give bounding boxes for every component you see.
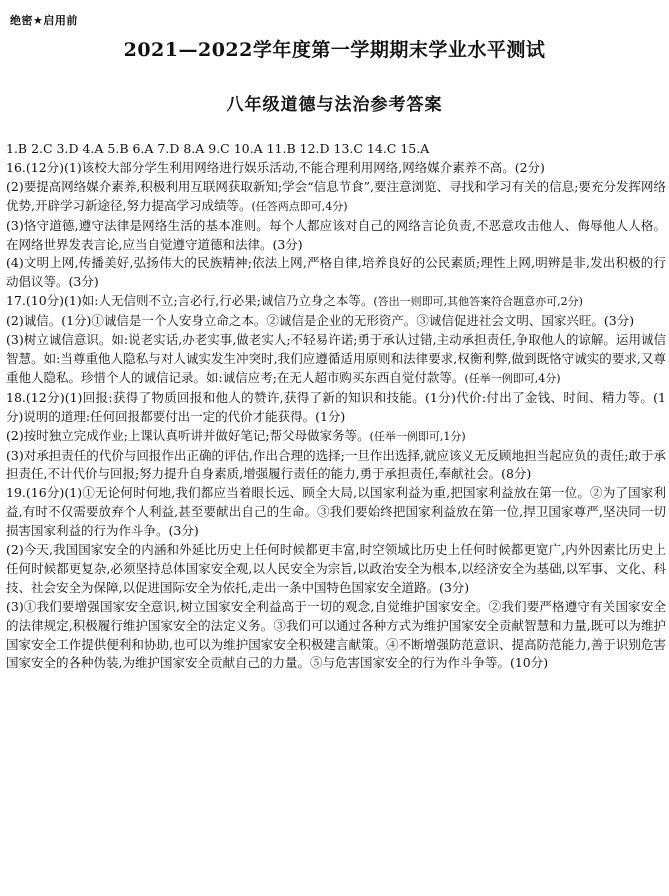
q19-part1: 19.(16分)(1)①无论何时何地,我们都应当着眼长远、顾全大局,以国家利益为重,把国家利益放在第一位。②为了国家利益,有时不仅需要放弃个人利益,甚至要献出自己的生命。③我们要始终把国家利益放在第一位,捍卫国家尊严,坚决同一切损害国家利益的行为作斗争。(3分)	[6, 485, 666, 539]
q17-part3-text: (3)树立诚信意识。如:说老实话,办老实事,做老实人;不轻易许诺;勇于承认过错,主动承担责任,争取他人的谅解。运用诚信智慧。如:当尊重他人隐私与对人诚实发生冲突时,我们应遵循适用原则和法律要求,权衡利弊,做到既恪守诚实的要求,又尊重他人隐私。珍惜个人的诚信记录。如:诚信应考;在无人超市购买东西自觉付款等。	[6, 332, 666, 385]
q18-part3: (3)对承担责任的代价与回报作出正确的评估,作出合理的选择;一旦作出选择,就应该义无反顾地担当起应负的责任;敢于承担责任,不计代价与回报;努力提升自身素质,增强履行责任的能力,勇于承担责任,奉献社会。(8分)	[6, 447, 666, 482]
q16-part1: 16.(12分)(1)该校大部分学生利用网络进行娱乐活动,不能合理利用网络,网络媒介素养不高。(2分)	[6, 159, 545, 175]
exam-title: 2021—2022学年度第一学期期末学业水平测试	[123, 39, 546, 61]
q18-part2-note: (任举一例即可,1分)	[369, 429, 466, 443]
q17-part1-note: (答出一则即可,其他答案符合题意亦可,2分)	[373, 295, 583, 309]
q17-part1-text: 17.(10分)(1)如:人无信则不立;言必行,行必果;诚信乃立身之本等。	[6, 293, 374, 309]
q17-part1	[6, 292, 666, 312]
q16-part2-text: (2)要提高网络媒介素养,积极利用互联网获取新知;学会“信息节食”,要注意浏览、寻找和学习有关的信息;要充分发挥网络优势,开辟学习新途径,努力提高学习成绩等。	[6, 178, 666, 213]
q18-part2	[6, 427, 666, 447]
confidential-label: 绝密★启用前	[10, 14, 78, 27]
q17-part2: (2)诚信。(1分)①诚信是一个人安身立命之本。②诚信是企业的无形资产。③诚信促进社会文明、国家兴旺。(3分)	[6, 313, 635, 329]
q16-part2-note: (任答两点即可,4分)	[251, 199, 348, 213]
q19-part2: (2)今天,我国国家安全的内涵和外延比历史上任何时候都更丰富,时空领域比历史上任何时候都更宽广,内外因素比历史上任何时候都更复杂,必须坚持总体国家安全观,以人民安全为宗旨,以政治安全为根本,以经济安全为基础,以军事、文化、科技、社会安全为保障,以促进国际安全为依托,走出一条中国特色国家安全道路。(3分)	[6, 542, 666, 595]
q18-part1: 18.(12分)(1)回报:获得了物质回报和他人的赞许,获得了新的知识和技能。(1分)代价:付出了金钱、时间、精力等。(1分)说明的道理:任何回报都要付出一定的代价才能获得。(1分)	[6, 389, 666, 424]
q19-part3: (3)①我们要增强国家安全意识,树立国家安全利益高于一切的观念,自觉维护国家安全。②我们要严格遵守有关国家安全的法律规定,积极履行维护国家安全的法定义务。③我们可以通过各种方式为维护国家安全贡献智慧和力量,既可以为维护国家安全工作提供便利和协助,也可以为维护国家安全积极建言献策。④不断增强防范意识、提高防范能力,善于识别危害国家安全的各种伪装,为维护国家安全贡献自己的力量。⑤与危害国家安全的行为作斗争等。(10分)	[6, 598, 666, 671]
multiple-choice-answers: 1.B 2.C 3.D 4.A 5.B 6.A 7.D 8.A 9.C 10.A 11.B 12.D 13.C 14.C 15.A	[6, 141, 430, 156]
q17-part3	[6, 331, 666, 389]
exam-subtitle: 八年级道德与法治参考答案	[226, 95, 443, 115]
q16-part2	[6, 178, 666, 217]
q18-part2-text: (2)按时独立完成作业;上课认真听讲并做好笔记;帮父母做家务等。	[6, 427, 370, 443]
answer-body	[6, 140, 666, 673]
q17-part3-note: (任举一例即可,4分)	[464, 371, 561, 385]
q16-part3: (3)恪守道德,遵守法律是网络生活的基本准则。每个人都应该对自己的网络言论负责,不恶意攻击他人、侮辱他人人格。在网络世界发表言论,应当自觉遵守道德和法律。(3分)	[6, 217, 666, 252]
q16-part4: (4)文明上网,传播美好,弘扬伟大的民族精神;依法上网,严格自律,培养良好的公民素质;理性上网,明辨是非,发出积极的行动倡议等。(3分)	[6, 255, 666, 290]
